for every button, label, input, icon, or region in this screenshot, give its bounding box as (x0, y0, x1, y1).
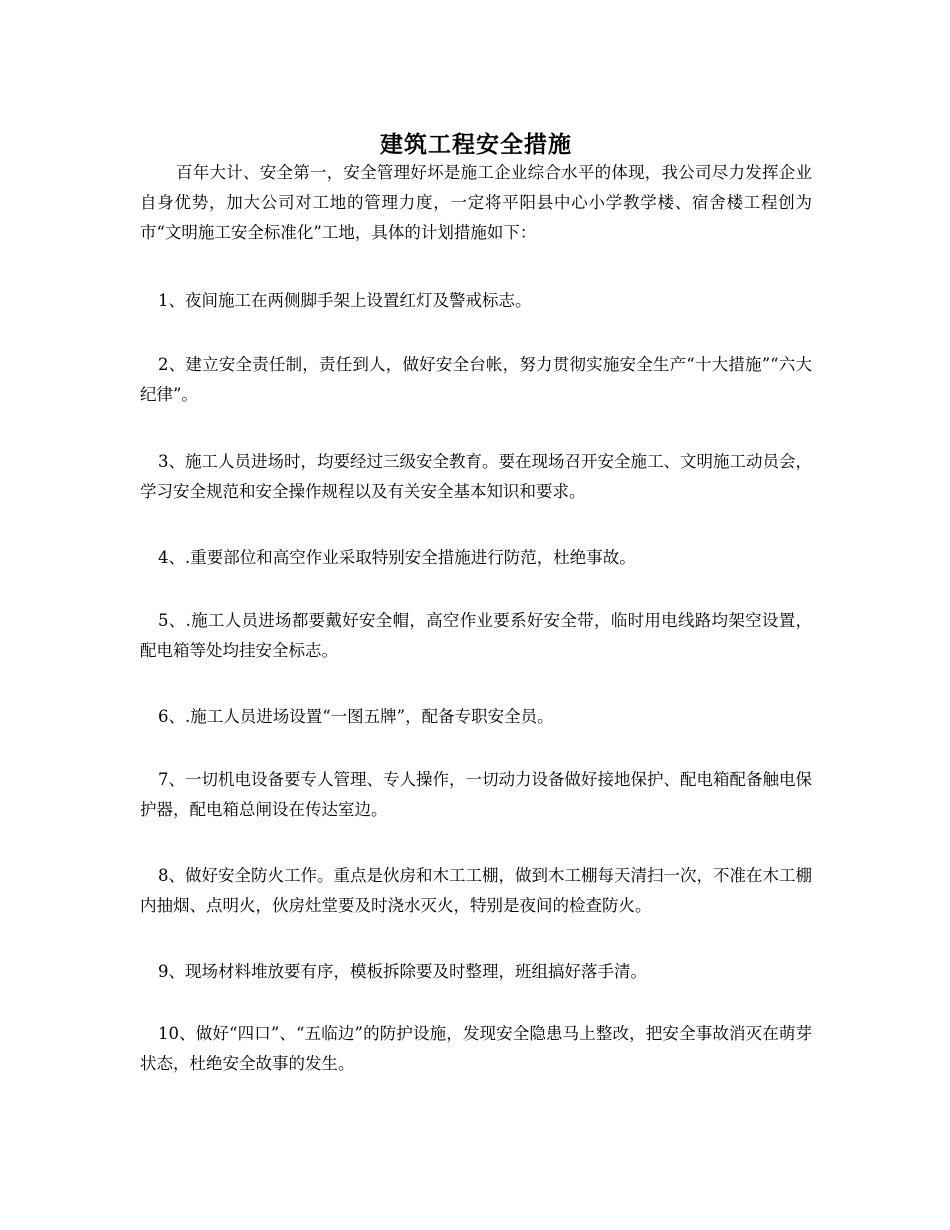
measure-item-2: 2、建立安全责任制，责任到人，做好安全台帐，努力贯彻实施安全生产“十大措施”“六大纪律”。 (140, 355, 812, 404)
measure-item-6: 6、.施工人员进场设置“一图五牌”，配备专职安全员。 (158, 707, 554, 726)
document-title: 建筑工程安全措施 (380, 131, 572, 159)
intro-paragraph: 百年大计、安全第一，安全管理好坏是施工企业综合水平的体现，我公司尽力发挥企业自身优势，加大公司对工地的管理力度，一定将平阳县中心小学教学楼、宿舍楼工程创为市“文明施工安全标准化”工地，具体的计划措施如下： (140, 163, 812, 242)
measure-item-8: 8、做好安全防火工作。重点是伙房和木工工棚，做到木工棚每天清扫一次，不准在木工棚内抽烟、点明火，伙房灶堂要及时浇水灭火，特别是夜间的检查防火。 (140, 866, 812, 915)
measure-item-10: 10、做好“四口”、“五临边”的防护设施，发现安全隐患马上整改，把安全事故消灭在萌芽状态，杜绝安全故事的发生。 (140, 1024, 812, 1073)
measure-item-4: 4、.重要部位和高空作业采取特别安全措施进行防范，杜绝事故。 (158, 548, 636, 567)
measure-item-5: 5、.施工人员进场都要戴好安全帽，高空作业要系好安全带，临时用电线路均架空设置，配电箱等处均挂安全标志。 (140, 611, 812, 660)
measure-item-3: 3、施工人员进场时，均要经过三级安全教育。要在现场召开安全施工、文明施工动员会，学习安全规范和安全操作规程以及有关安全基本知识和要求。 (140, 452, 812, 501)
measure-item-9: 9、现场材料堆放要有序，模板拆除要及时整理，班组搞好落手清。 (158, 962, 647, 981)
measure-item-1: 1、夜间施工在两侧脚手架上设置红灯及警戒标志。 (158, 291, 532, 310)
measure-item-7: 7、一切机电设备要专人管理、专人操作，一切动力设备做好接地保护、配电箱配备触电保护器，配电箱总闸设在传达室边。 (140, 770, 812, 819)
